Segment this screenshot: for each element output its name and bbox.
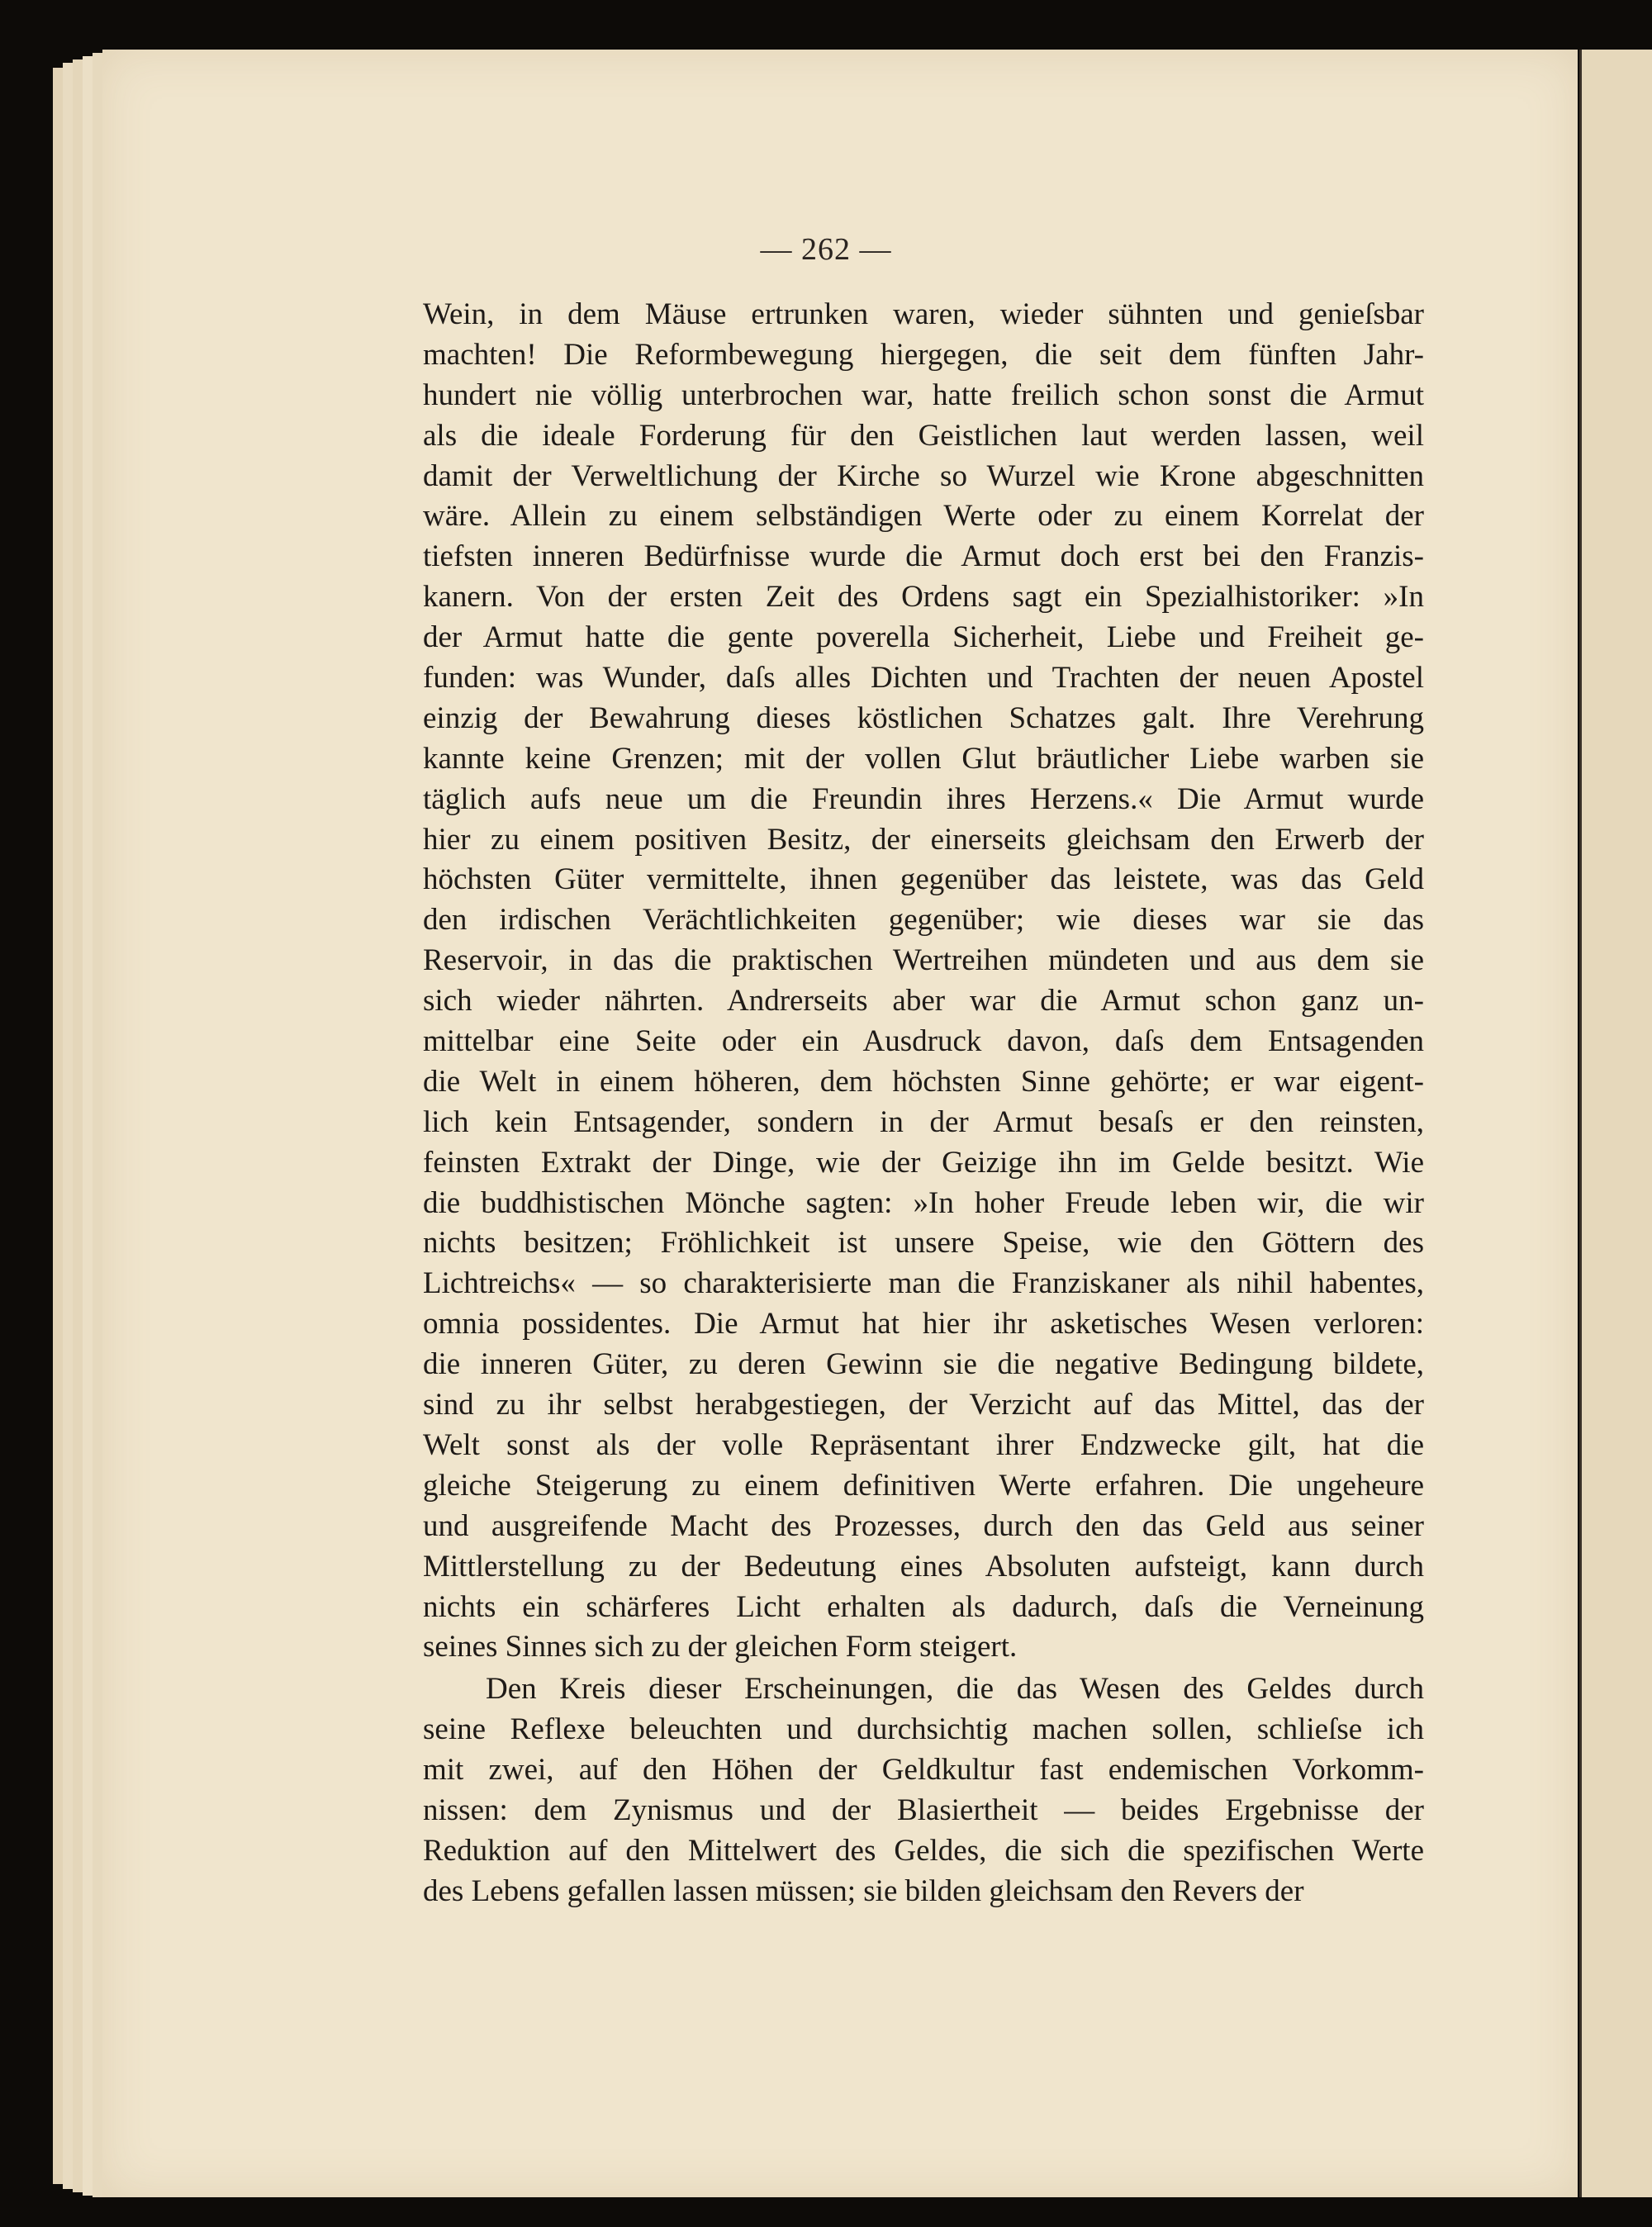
text-line: damit der Verweltlichung der Kirche so Wurzel wie Krone abgeschnitten [423, 458, 1424, 493]
page-number: — 262 — [760, 232, 892, 267]
body-text [423, 295, 1424, 1912]
text-line: sind zu ihr selbst herabgestiegen, der Verzicht auf das Mittel, das der [423, 1388, 1424, 1422]
text-line: des Lebens gefallen lassen müssen; sie bilden gleichsam den Revers der [423, 1873, 1304, 1908]
text-line: höchsten Güter vermittelte, ihnen gegenüber das leistete, was das Geld [423, 862, 1424, 897]
text-line: und ausgreifende Macht des Prozesses, durch den das Geld aus seiner [423, 1508, 1424, 1543]
text-line: kanern. Von der ersten Zeit des Ordens sagt ein Spezialhistoriker: »In [423, 580, 1424, 615]
text-line: Reservoir, in das die praktischen Wertreihen mündeten und aus dem sie [423, 943, 1424, 978]
text-line: Wein, in dem Mäuse ertrunken waren, wieder sühnten und genieſsbar [423, 297, 1424, 331]
text-line: seines Sinnes sich zu der gleichen Form steigert. [423, 1630, 1018, 1664]
text-line: täglich aufs neue um die Freundin ihres Herzens.« Die Armut wurde [423, 781, 1424, 816]
text-line: Welt sonst als der volle Repräsentant ihrer Endzwecke gilt, hat die [423, 1427, 1424, 1462]
text-line: feinsten Extrakt der Dinge, wie der Geizige ihn im Gelde besitzt. Wie [423, 1145, 1424, 1180]
text-line: mit zwei, auf den Höhen der Geldkultur fast endemischen Vorkomm- [423, 1753, 1424, 1788]
text-line: tiefsten inneren Bedürfnisse wurde die Armut doch erst bei den Franzis- [423, 539, 1424, 574]
text-line: mittelbar eine Seite oder ein Ausdruck davon, daſs dem Entsagenden [423, 1024, 1424, 1059]
text-line: nissen: dem Zynismus und der Blasiertheit — beides Ergebnisse der [423, 1793, 1424, 1827]
text-line: Reduktion auf den Mittelwert des Geldes, die sich die spezifischen Werte [423, 1833, 1424, 1868]
text-line: lich kein Entsagender, sondern in der Armut besaſs er den reinsten, [423, 1104, 1424, 1139]
text-line: Den Kreis dieser Erscheinungen, die das Wesen des Geldes durch [486, 1672, 1424, 1707]
text-line: wäre. Allein zu einem selbständigen Werte oder zu einem Korrelat der [423, 499, 1424, 534]
text-line: hier zu einem positiven Besitz, der einerseits gleichsam den Erwerb der [423, 822, 1424, 857]
text-line: als die ideale Forderung für den Geistlichen laut werden lassen, weil [423, 418, 1424, 453]
text-line: Lichtreichs« — so charakterisierte man die Franziskaner als nihil habentes, [423, 1266, 1424, 1301]
text-line: kannte keine Grenzen; mit der vollen Glut bräutlicher Liebe warben sie [423, 741, 1424, 776]
text-line: der Armut hatte die gente poverella Sicherheit, Liebe und Freiheit ge- [423, 620, 1424, 655]
text-line: die inneren Güter, zu deren Gewinn sie die negative Bedingung bildete, [423, 1347, 1424, 1382]
text-line: die Welt in einem höheren, dem höchsten Sinne gehörte; er war eigent- [423, 1064, 1424, 1099]
paragraph [423, 295, 1424, 1668]
text-line: seine Reflexe beleuchten und durchsichtig machen sollen, schlieſse ich [423, 1712, 1424, 1747]
text-line: den irdischen Verächtlichkeiten gegenüber; wie dieses war sie das [423, 903, 1424, 938]
paragraph [423, 1669, 1424, 1911]
text-line: einzig der Bewahrung dieses köstlichen Schatzes galt. Ihre Verehrung [423, 700, 1424, 735]
text-line: nichts ein schärferes Licht erhalten als dadurch, daſs die Verneinung [423, 1589, 1424, 1624]
text-line: omnia possidentes. Die Armut hat hier ihr asketisches Wesen verloren: [423, 1307, 1424, 1341]
text-line: hundert nie völlig unterbrochen war, hatte freilich schon sonst die Armut [423, 377, 1424, 412]
text-line: Mittlerstellung zu der Bedeutung eines Absoluten aufsteigt, kann durch [423, 1549, 1424, 1584]
text-line: gleiche Steigerung zu einem definitiven Werte erfahren. Die ungeheure [423, 1468, 1424, 1503]
text-line: die buddhistischen Mönche sagten: »In hoher Freude leben wir, die wir [423, 1185, 1424, 1220]
text-line: sich wieder nährten. Andrerseits aber war die Armut schon ganz un- [423, 984, 1424, 1019]
text-line: nichts besitzen; Fröhlichkeit ist unsere Speise, wie den Göttern des [423, 1226, 1424, 1261]
facing-page-edge [1579, 50, 1652, 2197]
text-line: machten! Die Reformbewegung hiergegen, die seit dem fünften Jahr- [423, 337, 1424, 372]
text-line: funden: was Wunder, daſs alles Dichten und Trachten der neuen Apostel [423, 661, 1424, 696]
